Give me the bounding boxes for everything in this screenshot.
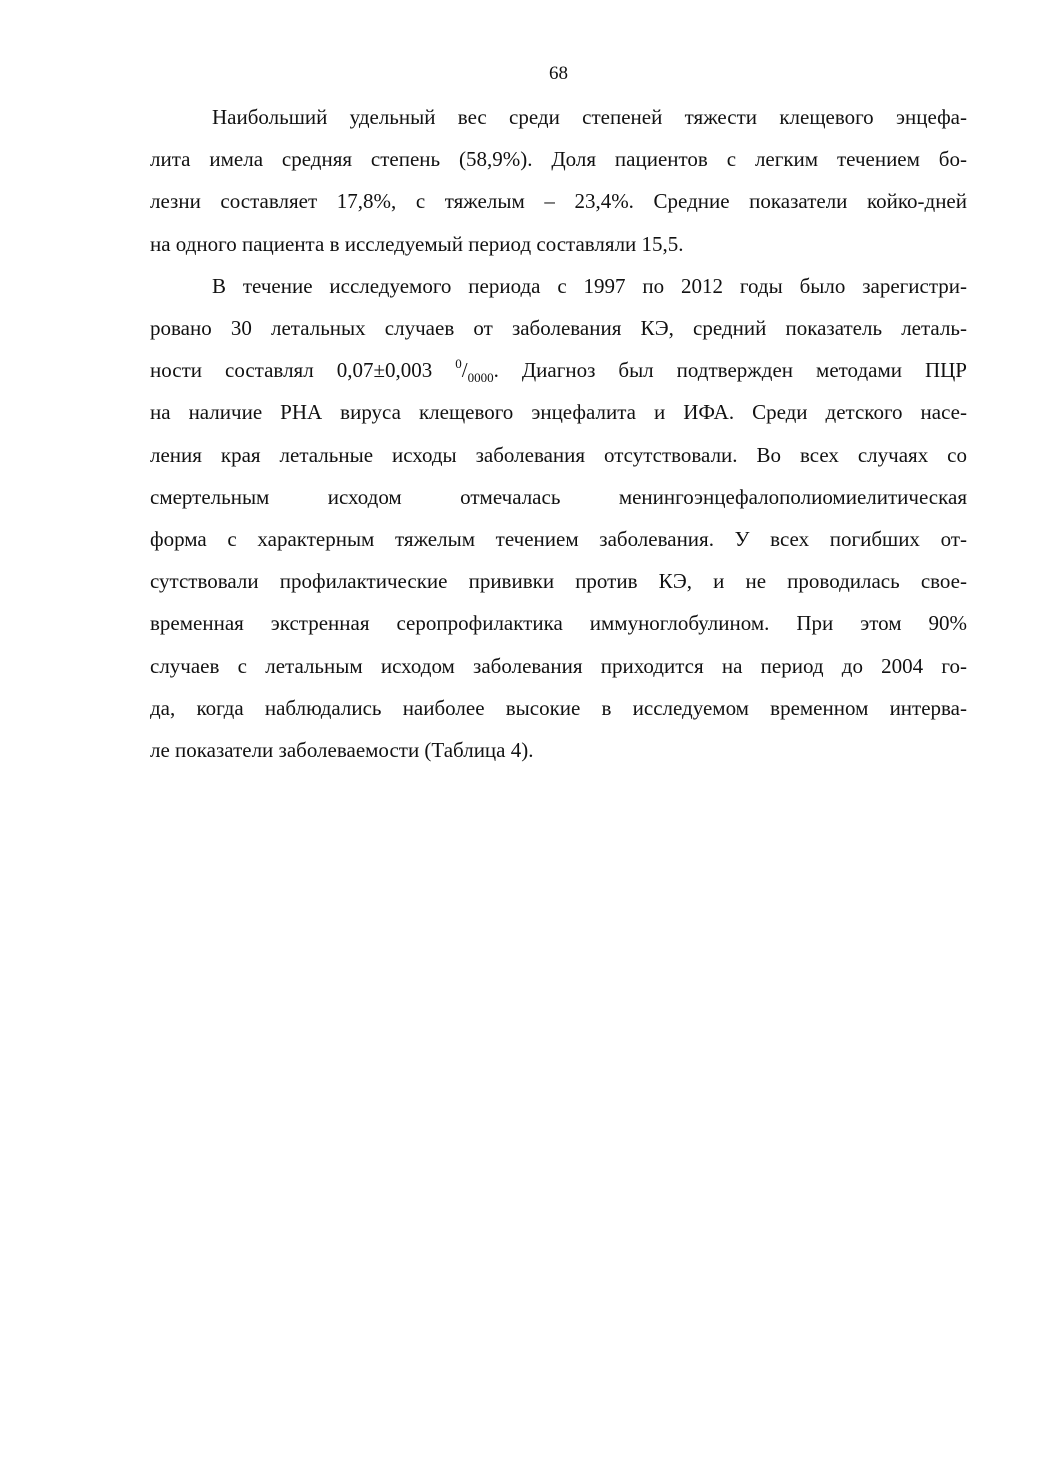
text-line: форма с характерным тяжелым течением заболевания. У всех погибших от-: [150, 527, 967, 552]
text-line: на одного пациента в исследуемый период составляли 15,5.: [150, 231, 684, 256]
text-line: ления края летальные исходы заболевания отсутствовали. Во всех случаях со: [150, 442, 967, 467]
text-segment: ности составлял 0,07±0,003: [150, 358, 456, 383]
text-line: смертельным исходом отмечалась менингоэнцефалополиомиелитическая: [150, 484, 967, 509]
fraction-denominator: 0000: [467, 370, 494, 386]
text-line: сутствовали профилактические прививки против КЭ, и не проводилась свое-: [150, 569, 967, 594]
text-line: Наибольший удельный вес среди степеней тяжести клещевого энцефа-: [212, 105, 967, 129]
fraction-slash: /: [461, 358, 468, 383]
paragraph-lethality: [150, 265, 967, 771]
text-line-with-fraction: [150, 349, 967, 391]
text-line: В течение исследуемого периода с 1997 по 2012 годы было зарегистри-: [212, 273, 967, 298]
text-line: лезни составляет 17,8%, с тяжелым – 23,4%. Средние показатели койко-дней: [150, 189, 967, 214]
text-line: ле показатели заболеваемости (Таблица 4).: [150, 738, 534, 763]
text-line: ровано 30 летальных случаев от заболевания КЭ, средний показатель леталь-: [150, 316, 967, 341]
text-segment: . Диагноз был подтвержден методами ПЦР: [493, 358, 967, 383]
body-text: [150, 96, 967, 771]
paragraph-severity: [150, 96, 967, 265]
text-line: случаев с летальным исходом заболевания приходится на период до 2004 го-: [150, 653, 967, 678]
text-line: лита имела средняя степень (58,9%). Доля пациентов с легким течением бо-: [150, 147, 967, 172]
text-line: да, когда наблюдались наиболее высокие в исследуемом временном интерва-: [150, 695, 967, 720]
fraction-numerator: 0: [455, 356, 462, 372]
page-number: 68: [549, 63, 568, 84]
text-line: временная экстренная серопрофилактика иммуноглобулином. При этом 90%: [150, 611, 967, 636]
text-line: на наличие РНА вируса клещевого энцефалита и ИФА. Среди детского насе-: [150, 400, 967, 425]
